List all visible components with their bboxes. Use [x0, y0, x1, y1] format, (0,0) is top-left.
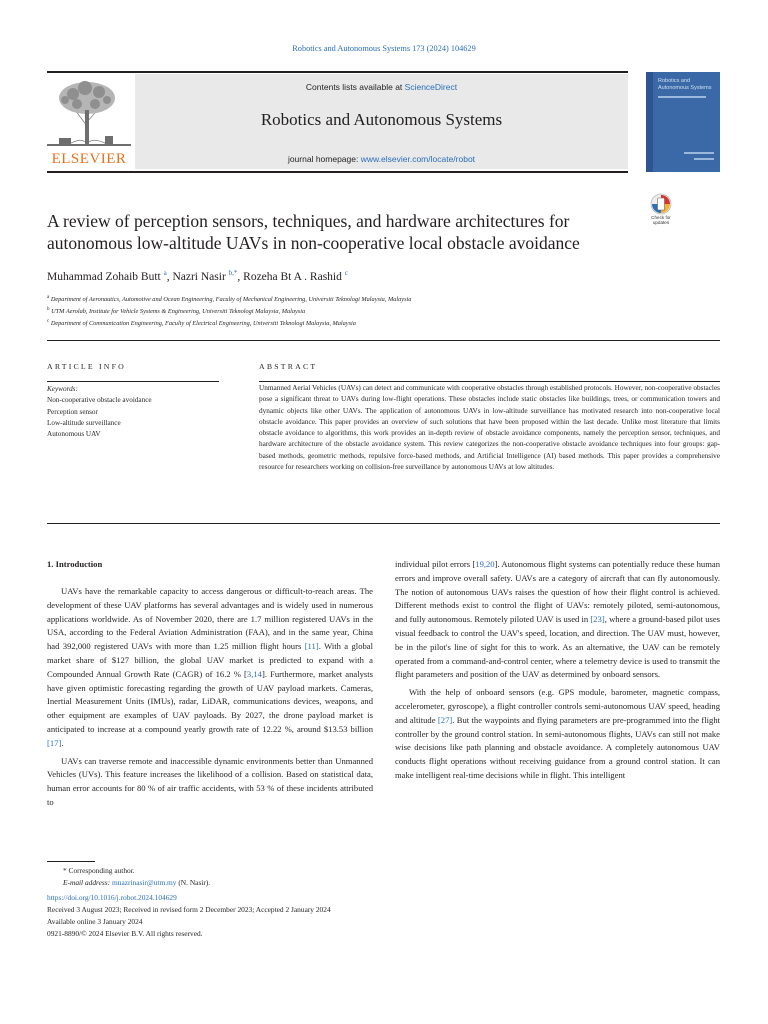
contents-line [135, 82, 628, 92]
keywords-label: Keywords: [47, 385, 78, 393]
reference-link[interactable]: 3,14 [246, 668, 262, 679]
affiliation-text: UTM Aerolab, Institute for Vehicle Systems & Engineering, Universiti Teknologi Malaysia, Malaysia [51, 308, 306, 316]
body-paragraph: UAVs can traverse remote and inaccessible dynamic environments better than Unmanned Vehicles (UVs). This feature increases the likelihood of a collision. Based on statistical data, human error accounts for 80 % of air traffic accidents, with 53 % of these incidents attributed to [47, 755, 373, 807]
author-name[interactable]: Muhammad Zohaib Butt [47, 270, 161, 283]
publisher-logo-text: ELSEVIER [51, 151, 127, 167]
text-run: ]. Furthermore, market analysts have given optimistic forecasting regarding the growth of UAV payload markets. Cameras, Inertial Measurement Units (IMUs), radar, LiDAR, communications devices, weapons, and other equipment are examples of UAV payloads. By 2027, the drone payload market is anticipated to increase at a compound yearly growth rate of 12.22 %, around $13.53 billion [47, 668, 373, 734]
cover-title-line2: Autonomous Systems [658, 85, 712, 91]
abstract-text: Unmanned Aerial Vehicles (UAVs) can detect and communicate with cooperative obstacles through established protocols. However, non-cooperative obstacles pose a significant threat to UAVs during low-flight operations. These obstacles include static obstacles like buildings, trees, or communication towers and dynamic objects like other UAVs. The application of autonomous UAVs in low-altitude surveillance has motivated research into non-cooperative local obstacle avoidance. This paper provides an overview of such solutions that have been proposed within the last decade. Unlike most literature that limits obstacle avoidance to algorithms, this work provides an in-depth review of obstacle avoidance components, namely the perception sensor, techniques, and hardware architecture of the obstacle avoidance system. This review categorizes the non-cooperative obstacle avoidance techniques into four groups: gap-based methods, geometric methods, repulsive force-based methods, and Artificial Intelligence (AI) based methods. This paper provides a comprehensive resource for researchers working on collision-free surveillance by autonomous UAVs at low altitudes. [259, 384, 720, 472]
body-paragraph [47, 585, 373, 751]
elsevier-tree-logo [47, 74, 131, 169]
sciencedirect-link[interactable]: ScienceDirect [404, 82, 458, 92]
corresponding-author-note: * Corresponding author. [63, 866, 135, 875]
reference-link[interactable]: [11] [304, 641, 319, 652]
affiliation [47, 319, 356, 327]
footnote-rule [47, 861, 95, 862]
reference-link[interactable]: [27] [437, 714, 453, 725]
email-link[interactable]: mnazrinasir@utm.my [112, 878, 177, 888]
text-run: UAVs have the remarkable capacity to access dangerous or difficult-to-reach areas. The development of these UAV platforms has several advantages and is widely used in numerous applications worldwide. As of November 2020, there are 1.7 million registered UAVs in the USA, according to the Federal Aviation Administration (FAA), and in the same year, China had 392,000 registered UAVs with more than 1.25 million flight hours [47, 586, 373, 652]
affiliation [47, 295, 411, 303]
affiliation-mark: c [47, 319, 50, 324]
keywords-block [47, 384, 152, 440]
author-affiliation-mark[interactable]: c [344, 269, 348, 277]
body-column-right [395, 558, 720, 783]
header-top-rule [47, 71, 628, 73]
email-suffix: (N. Nasir). [176, 878, 211, 888]
article-info-rule [47, 381, 219, 382]
footnotes [47, 865, 331, 941]
check-for-updates-icon [646, 193, 676, 215]
affiliation-text: Department of Aeronautics, Automotive and Ocean Engineering, Faculty of Mechanical Engineering, Universiti Teknologi Malaysia, Malaysia [50, 296, 412, 304]
homepage-prefix: journal homepage: [287, 154, 361, 164]
affiliation-text: Department of Communication Engineering, Faculty of Electrical Engineering, Universiti Teknologi Malaysia, Malaysia [50, 320, 356, 328]
abstract-heading: ABSTRACT [259, 362, 318, 371]
text-run: . [61, 737, 64, 748]
reference-link[interactable]: 19,20 [475, 559, 495, 569]
abstract-bottom-rule [47, 523, 720, 524]
text-run: . But the waypoints and flying parameters are pre-programmed into the flight controller by the ground control station. In semi-autonomous flights, UAVs can still not make wise decisions like path planning and obstacle avoidance. A completely autonomous UAV conducts flight operations without receiving guidance from a ground control station. It can make intelligent real-time decisions while in flight. This intelligent [395, 714, 721, 780]
body-column-left [47, 585, 373, 810]
tree-icon [47, 74, 131, 150]
text-run: individual pilot errors [ [395, 559, 476, 569]
cover-decoration [658, 96, 706, 98]
section-heading-introduction: 1. Introduction [47, 559, 103, 569]
check-for-updates-label: Check for updates [651, 215, 671, 225]
header-bottom-rule [47, 171, 628, 173]
author-separator: , [237, 270, 244, 283]
journal-cover-image[interactable] [646, 72, 720, 172]
affiliation-mark: b [47, 307, 50, 312]
body-paragraph [395, 686, 720, 783]
author-list [47, 269, 348, 283]
cover-title-line1: Robotics and [658, 78, 691, 84]
check-for-updates-button[interactable] [646, 193, 676, 233]
received-dates: Received 3 August 2023; Received in revised form 2 December 2023; Accepted 2 January 2024 [47, 904, 331, 914]
cover-decoration [694, 158, 714, 160]
keyword-item: Perception sensor [47, 407, 98, 416]
cover-spine [646, 72, 653, 172]
text-run: . With a global market share of $127 billion, the global UAV market is predicted to expand with a Compounded Annual Growth Rate (CAGR) of 16.2 % [ [47, 641, 373, 679]
abstract-rule [259, 381, 720, 382]
journal-header [47, 71, 628, 172]
available-online: Available online 3 January 2024 [47, 917, 143, 927]
keyword-item: Autonomous UAV [47, 430, 101, 439]
email-line [47, 877, 331, 889]
text-run: ]. Autonomous flight systems can potentially reduce these human errors and improve overall safety. UAVs are a category of aircraft that can fly autonomously. The notion of autonomous UAVs raises the question of how their flight control is achieved. Different methods exist to control the flight of UAVs: remotely piloted, semi-autonomous, and fully autonomous. Remotely piloted UAV is used in [395, 559, 720, 625]
journal-homepage-link[interactable]: www.elsevier.com/locate/robot [360, 154, 476, 164]
article-title: A review of perception sensors, techniques, and hardware architectures for autonomous low-altitude UAVs in non-cooperative local obstacle avoidance [47, 211, 580, 253]
copyright: 0921-8890/© 2024 Elsevier B.V. All rights reserved. [47, 929, 203, 939]
affiliation-mark: a [47, 295, 50, 300]
journal-title: Robotics and Autonomous Systems [260, 110, 503, 129]
reference-link[interactable]: [17] [47, 737, 62, 748]
text-run: , where a ground-based pilot uses visual feedback to control the UAV's speed, location, and direction. The UAV must, however, be in the pilot's line of sight for this to work. As an alternative, the UAV can be remotely operated from a command-and-control center, where a telemetry device is used to transmit the flight parameters and position of the UAV as determined by onboard sensors. [395, 614, 720, 680]
affiliation [47, 307, 305, 315]
text-run: With the help of onboard sensors (e.g. GPS module, barometer, magnetic compass, accelerometer, gyroscope), a flight controller controls semi-autonomous UAV speed, heading and altitude [395, 687, 720, 725]
journal-citation[interactable]: Robotics and Autonomous Systems 173 (2024) 104629 [292, 44, 476, 53]
email-label: E-mail address: [63, 878, 111, 888]
homepage-line [135, 154, 628, 164]
keyword-item: Low-altitude surveillance [47, 418, 121, 427]
section-divider [47, 340, 720, 341]
author-separator: , [166, 270, 173, 283]
contents-prefix: Contents lists available at [305, 82, 405, 92]
reference-link[interactable]: [23] [590, 614, 605, 625]
keyword-item: Non-cooperative obstacle avoidance [47, 396, 152, 405]
article-info-heading: ARTICLE INFO [47, 362, 126, 371]
body-paragraph [395, 558, 720, 682]
masthead [135, 74, 628, 169]
author-affiliation-mark[interactable]: a [163, 269, 167, 277]
doi-link[interactable]: https://doi.org/10.1016/j.robot.2024.104629 [47, 892, 177, 902]
author-affiliation-mark[interactable]: b,* [228, 269, 238, 277]
author-name[interactable]: Nazri Nasir [172, 270, 226, 283]
cover-decoration [684, 152, 714, 154]
author-name[interactable]: Rozeha Bt A . Rashid [243, 270, 342, 283]
